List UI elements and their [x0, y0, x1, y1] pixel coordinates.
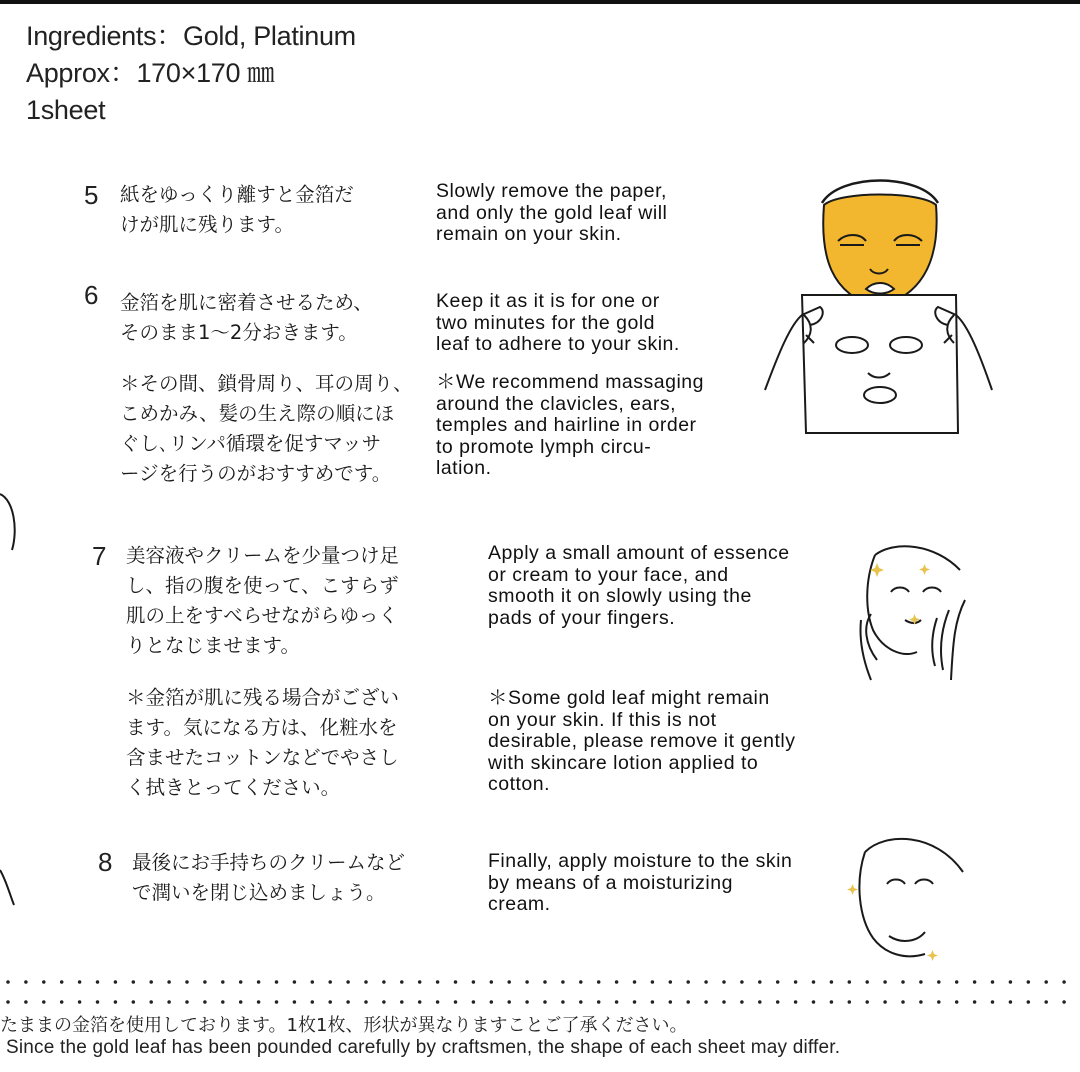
step-6-note-jp: ＊その間、鎖骨周り、耳の周り、 こめかみ、髪の生え際の順にほ ぐし､リンパ循環を促すマッサ ージを行うのがおすすめです。 [120, 372, 413, 485]
size-line: Approx：170×170 ㎜ [26, 58, 275, 88]
step-7-note-jp: ＊金箔が肌に残る場合がござい ます。気になる方は、化粧水を 含ませたコットンなどでやさし く拭きとってください。 [126, 686, 400, 799]
step-6-note-en: ＊We recommend massaging around the clavicles, ears, temples and hairline in order to promote lymph circu- lation. [436, 371, 704, 479]
dotted-separator [0, 978, 1080, 1008]
step-5-number: 5 [84, 180, 99, 210]
step-8-en: Finally, apply moisture to the skin by means of a moisturizing cream. [488, 850, 793, 915]
step-7-en: Apply a small amount of essence or cream to your face, and smooth it on slowly using the pads of your fingers. [488, 542, 790, 629]
step-6-number: 6 [84, 280, 99, 310]
step-5-en: Slowly remove the paper, and only the gold leaf will remain on your skin. [436, 180, 668, 245]
smiling-face-icon [845, 832, 970, 967]
product-info [26, 18, 356, 129]
step-7-note-en: ＊Some gold leaf might remain on your skin. If this is not desirable, please remove it gently with skincare lotion applied to cotton. [488, 687, 796, 795]
ingredients-line: Ingredients：Gold, Platinum [26, 21, 356, 51]
partial-figure-icon [0, 480, 30, 920]
gold-leaf-face-icon [760, 175, 1000, 435]
step-8-jp: 最後にお手持ちのクリームなど で潤いを閉じ込めましょう。 [132, 851, 406, 904]
step-8-number: 8 [98, 847, 113, 877]
footer-note-jp: たままの金箔を使用しております。1枚1枚、形状が異なりますことご了承ください。 [0, 1015, 688, 1036]
top-border [0, 0, 1080, 4]
sheet-count-line: 1sheet [26, 95, 106, 125]
step-7-number: 7 [92, 541, 107, 571]
footer-note-en: Since the gold leaf has been pounded carefully by craftsmen, the shape of each sheet may differ. [6, 1037, 841, 1058]
step-5-jp: 紙をゆっくり離すと金箔だ けが肌に残ります。 [120, 183, 354, 236]
step-6-jp: 金箔を肌に密着させるため、 そのまま1～2分おきます。 [120, 291, 373, 344]
step-7-jp: 美容液やクリームを少量つけ足 し、指の腹を使って、こすらず 肌の上をすべらせながらゆっく りとなじませます。 [126, 544, 400, 657]
step-6-en: Keep it as it is for one or two minutes for the gold leaf to adhere to your skin. [436, 290, 680, 355]
face-massage-icon [855, 540, 970, 685]
